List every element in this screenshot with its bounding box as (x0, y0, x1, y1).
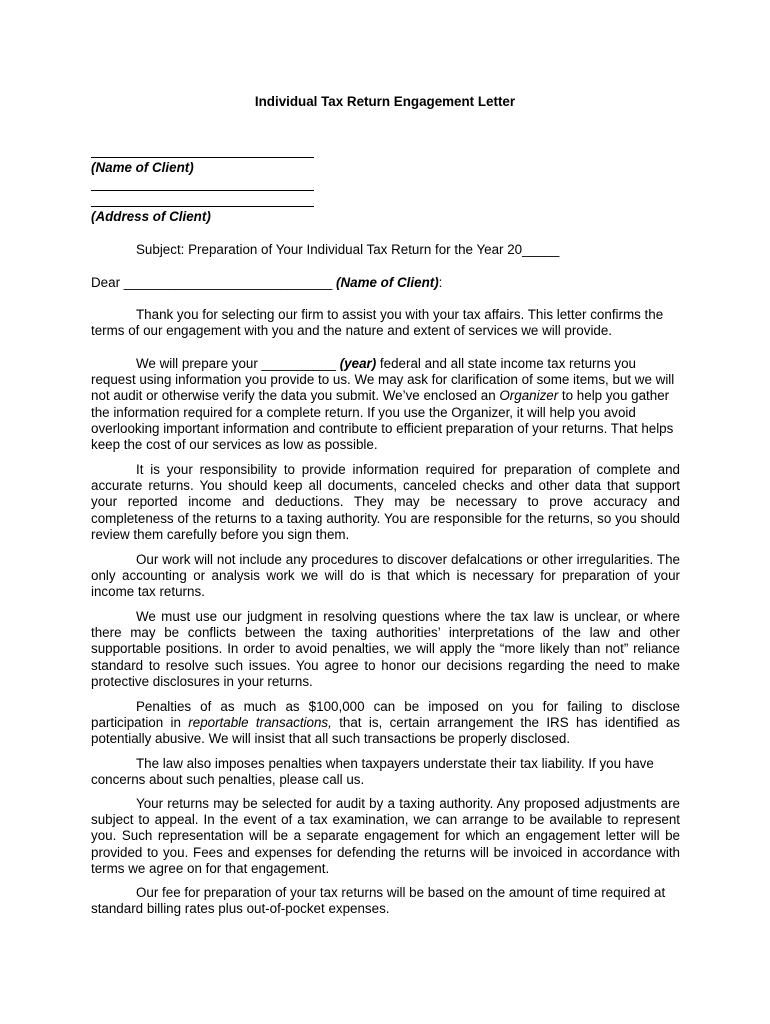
paragraph-procedures: Our work will not include any procedures to discover defalcations or other irregularities. The only accounting or analysis work we will do is that which is necessary for preparation of your income tax returns. (91, 552, 680, 600)
client-address-line-1 (91, 190, 314, 191)
paragraph-understate: The law also imposes penalties when taxpayers understate their tax liability. If you have concerns about such penalties, please call us. (91, 756, 654, 788)
salutation-prefix: Dear ____________________________ (91, 275, 336, 290)
paragraph-prepare: We will prepare your __________ (year) federal and all state income tax returns you request using information you provide to us. We may ask for clarification of some items, but we will not audit or otherwise verify the data you submit. We’ve enclosed an Organizer to help you gather the information required for a complete return. If you use the Organizer, it will help you avoid overlooking important information and contribute to efficient preparation of your returns. That helps keep the cost of our services as low as possible. (91, 356, 675, 453)
organizer-term: Organizer (499, 388, 559, 404)
paragraph-responsibility: It is your responsibility to provide information required for preparation of complete and accurate returns. You should keep all documents, canceled checks and other data that support your reported income and deductions. They may be necessary to prove accuracy and completeness of the returns to a taxing authority. You are responsible for the returns, so you should review them carefully before you sign them. (91, 462, 680, 542)
salutation-name-label: (Name of Client) (336, 275, 439, 290)
paragraph-penalties: Penalties of as much as $100,000 can be imposed on you for failing to disclose participation in reportable transactions, that is, certain arrangement the IRS has identified as potentially abusive. We will insist that all such transactions be properly disclosed. (91, 699, 680, 747)
subject-line: Subject: Preparation of Your Individual Tax Return for the Year 20_____ (136, 242, 560, 257)
document-title: Individual Tax Return Engagement Letter (254, 94, 516, 109)
paragraph-judgment: We must use our judgment in resolving questions where the tax law is unclear, or where there may be conflicts between the taxing authorities’ interpretations of the law and other supportable positions. In order to avoid penalties, we will apply the “more likely than not” reliance standard to resolve such issues. You agree to honor our decisions regarding the need to make protective disclosures in your returns. (91, 609, 680, 689)
paragraph-audit: Your returns may be selected for audit by a taxing authority. Any proposed adjustments are subject to appeal. In the event of a tax examination, we can arrange to be available to represent you. Such representation will be a separate engagement for which an engagement letter will be provided to you. Fees and expenses for defending the returns will be invoiced in accordance with terms we agree on for that engagement. (91, 796, 680, 876)
salutation (91, 275, 442, 291)
name-of-client-label: (Name of Client) (91, 160, 194, 175)
paragraph-fee: Our fee for preparation of your tax returns will be based on the amount of time required at standard billing rates plus out-of-pocket expenses. (91, 885, 666, 917)
reportable-transactions-term: reportable transactions, (188, 715, 332, 731)
client-address-line-2 (91, 206, 314, 207)
year-placeholder-label: (year) (339, 356, 377, 371)
paragraph-thanks: Thank you for selecting our firm to assist you with your tax affairs. This letter confirms the terms of our engagement with you and the nature and extent of services we will provide. (91, 307, 664, 339)
client-name-line (91, 157, 314, 158)
address-of-client-label: (Address of Client) (91, 209, 211, 224)
salutation-suffix: : (438, 275, 443, 290)
